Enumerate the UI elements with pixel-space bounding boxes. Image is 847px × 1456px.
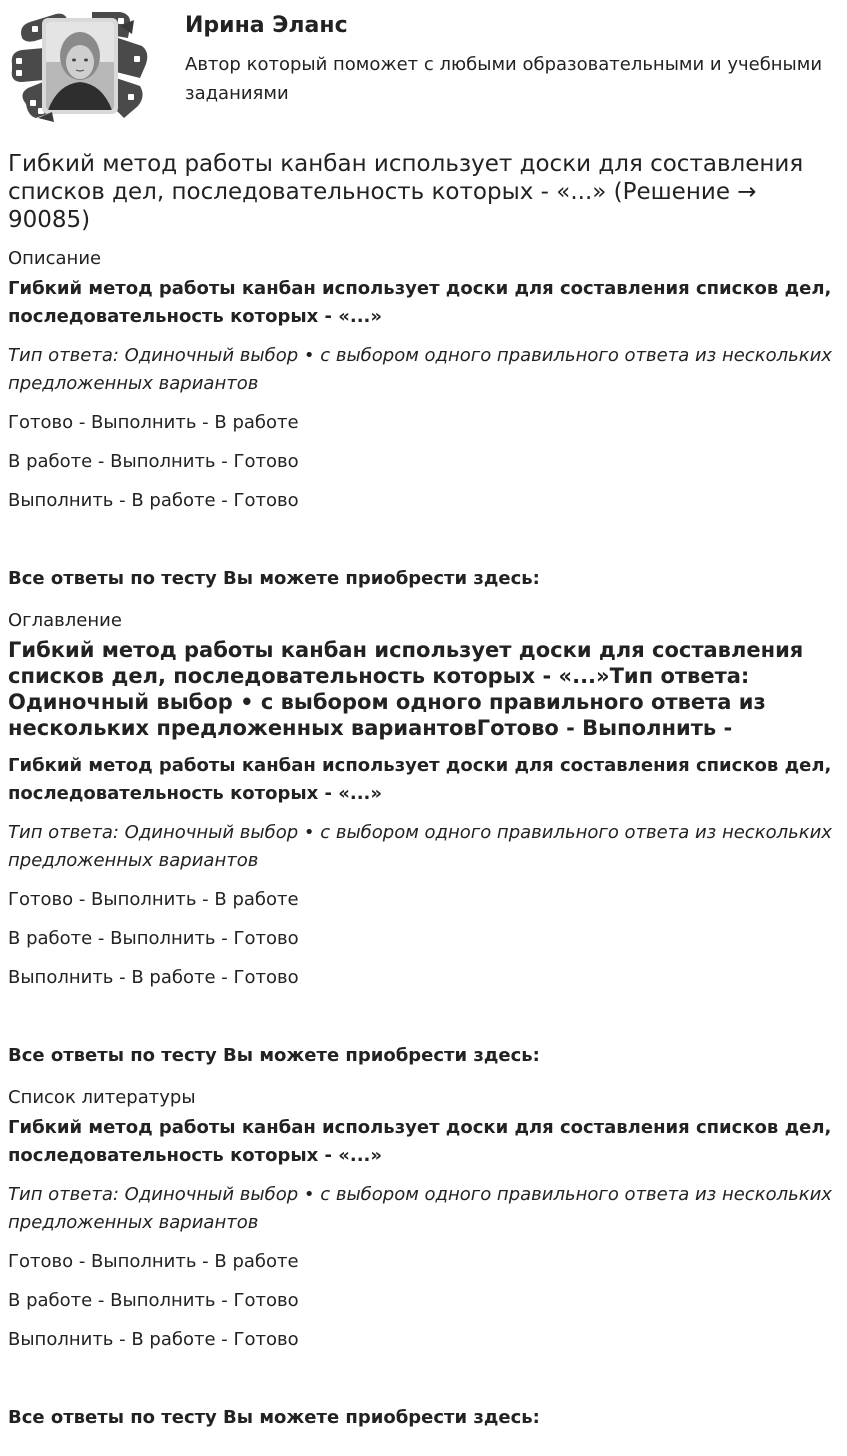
toc-heading: Гибкий метод работы канбан использует доски для составления списков дел, последовательность которых - «...»Тип ответа: Одиночный выбор • с выбором одного правильного ответа из нескольких предложенных вариантовГотово - Выполнить - (8, 638, 804, 740)
section-bibliography (8, 1087, 844, 1432)
section-label: Список литературы (8, 1087, 196, 1108)
section-label: Оглавление (8, 610, 122, 631)
answer-type: Тип ответа: Одиночный выбор • с выбором одного правильного ответа из нескольких предложенных вариантов (8, 345, 832, 394)
answer-option: Выполнить - В работе - Готово (8, 967, 299, 988)
author-header (0, 0, 847, 130)
section-label: Описание (8, 248, 102, 269)
author-name[interactable]: Ирина Эланс (185, 13, 348, 38)
avatar[interactable] (8, 8, 150, 126)
answer-type: Тип ответа: Одиночный выбор • с выбором одного правильного ответа из нескольких предложенных вариантов (8, 1184, 832, 1233)
answer-option: Выполнить - В работе - Готово (8, 1329, 299, 1350)
answer-option: В работе - Выполнить - Готово (8, 1290, 299, 1311)
buy-answers-text: Все ответы по тесту Вы можете приобрести здесь: (8, 1045, 540, 1066)
author-description: Автор который поможет с любыми образовательными и учебными заданиями (185, 54, 823, 104)
main-content (8, 150, 844, 1432)
buy-answers-text: Все ответы по тесту Вы можете приобрести здесь: (8, 568, 540, 589)
answer-option: Готово - Выполнить - В работе (8, 889, 299, 910)
answer-option: Готово - Выполнить - В работе (8, 412, 299, 433)
page-title: Гибкий метод работы канбан использует доски для составления списков дел, последовательность которых - «...» (Решение → 90085) (8, 151, 804, 233)
section-description (8, 248, 844, 593)
question-text: Гибкий метод работы канбан использует доски для составления списков дел, последовательность которых - «...» (8, 1117, 832, 1166)
answer-option: В работе - Выполнить - Готово (8, 451, 299, 472)
avatar-film-frame-image (8, 8, 150, 126)
answer-option: В работе - Выполнить - Готово (8, 928, 299, 949)
answer-type: Тип ответа: Одиночный выбор • с выбором одного правильного ответа из нескольких предложенных вариантов (8, 822, 832, 871)
question-text: Гибкий метод работы канбан использует доски для составления списков дел, последовательность которых - «...» (8, 755, 832, 804)
section-table-of-contents (8, 610, 844, 1070)
buy-answers-text: Все ответы по тесту Вы можете приобрести здесь: (8, 1407, 540, 1428)
answer-option: Выполнить - В работе - Готово (8, 490, 299, 511)
answer-option: Готово - Выполнить - В работе (8, 1251, 299, 1272)
question-text: Гибкий метод работы канбан использует доски для составления списков дел, последовательность которых - «...» (8, 278, 832, 327)
